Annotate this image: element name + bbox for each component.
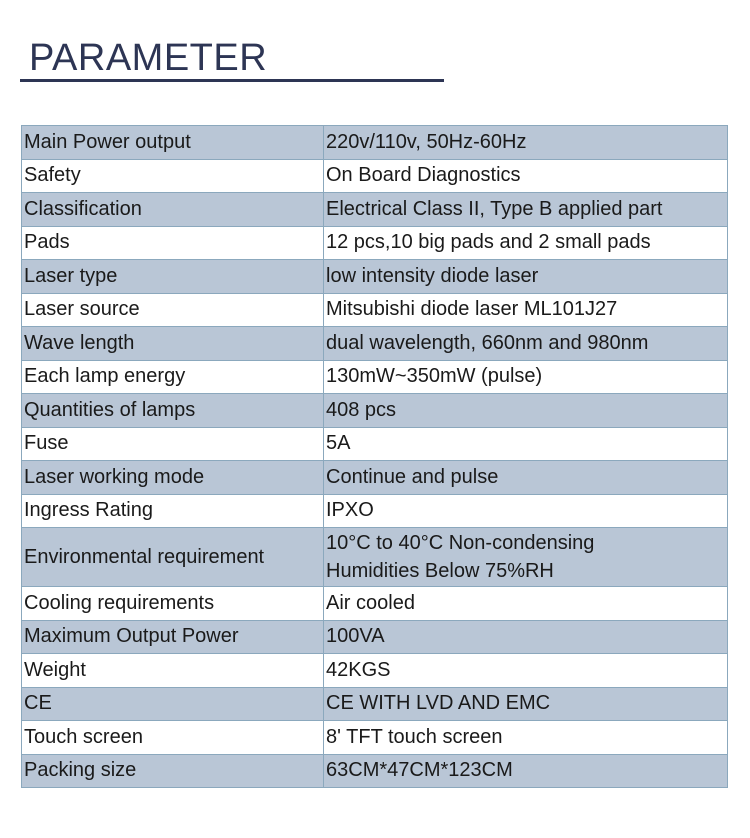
param-label: Maximum Output Power — [22, 620, 324, 654]
param-value: 42KGS — [324, 654, 728, 688]
param-label: Laser type — [22, 260, 324, 294]
param-value: Continue and pulse — [324, 461, 728, 495]
param-value: 5A — [324, 427, 728, 461]
table-row — [22, 226, 728, 260]
param-value: dual wavelength, 660nm and 980nm — [324, 327, 728, 361]
param-value: 63CM*47CM*123CM — [324, 754, 728, 788]
param-value: Mitsubishi diode laser ML101J27 — [324, 293, 728, 327]
param-value: Air cooled — [324, 587, 728, 621]
table-row — [22, 654, 728, 688]
table-row — [22, 754, 728, 788]
param-label: Classification — [22, 193, 324, 227]
param-value: 12 pcs,10 big pads and 2 small pads — [324, 226, 728, 260]
table-row — [22, 687, 728, 721]
table-row — [22, 528, 728, 587]
table-row — [22, 293, 728, 327]
table-row — [22, 394, 728, 428]
page-title: PARAMETER — [29, 37, 268, 79]
table-row — [22, 360, 728, 394]
table-row — [22, 193, 728, 227]
param-label: Cooling requirements — [22, 587, 324, 621]
table-row — [22, 494, 728, 528]
param-label: CE — [22, 687, 324, 721]
param-value: 408 pcs — [324, 394, 728, 428]
param-value: low intensity diode laser — [324, 260, 728, 294]
parameter-table — [21, 125, 728, 788]
param-label: Laser working mode — [22, 461, 324, 495]
table-row — [22, 126, 728, 160]
param-label: Touch screen — [22, 721, 324, 755]
table-row — [22, 427, 728, 461]
param-label: Environmental requirement — [22, 528, 324, 587]
table-row — [22, 260, 728, 294]
param-value: On Board Diagnostics — [324, 159, 728, 193]
param-label: Wave length — [22, 327, 324, 361]
param-label: Ingress Rating — [22, 494, 324, 528]
param-value — [324, 528, 728, 587]
param-value: 100VA — [324, 620, 728, 654]
param-label: Weight — [22, 654, 324, 688]
param-value: Electrical Class II, Type B applied part — [324, 193, 728, 227]
param-value: CE WITH LVD AND EMC — [324, 687, 728, 721]
param-label: Packing size — [22, 754, 324, 788]
table-row — [22, 620, 728, 654]
param-label: Quantities of lamps — [22, 394, 324, 428]
param-value-line: Humidities Below 75%RH — [326, 560, 554, 582]
param-label: Pads — [22, 226, 324, 260]
param-label: Laser source — [22, 293, 324, 327]
table-row — [22, 327, 728, 361]
param-value: 8' TFT touch screen — [324, 721, 728, 755]
param-value: IPXO — [324, 494, 728, 528]
table-row — [22, 721, 728, 755]
param-value: 220v/110v, 50Hz-60Hz — [324, 126, 728, 160]
param-value: 130mW~350mW (pulse) — [324, 360, 728, 394]
param-label: Safety — [22, 159, 324, 193]
param-label: Main Power output — [22, 126, 324, 160]
table-row — [22, 159, 728, 193]
param-label: Fuse — [22, 427, 324, 461]
table-row — [22, 587, 728, 621]
table-row — [22, 461, 728, 495]
param-value-line: 10°C to 40°C Non-condensing — [326, 532, 595, 554]
param-label: Each lamp energy — [22, 360, 324, 394]
title-underline — [20, 79, 444, 82]
